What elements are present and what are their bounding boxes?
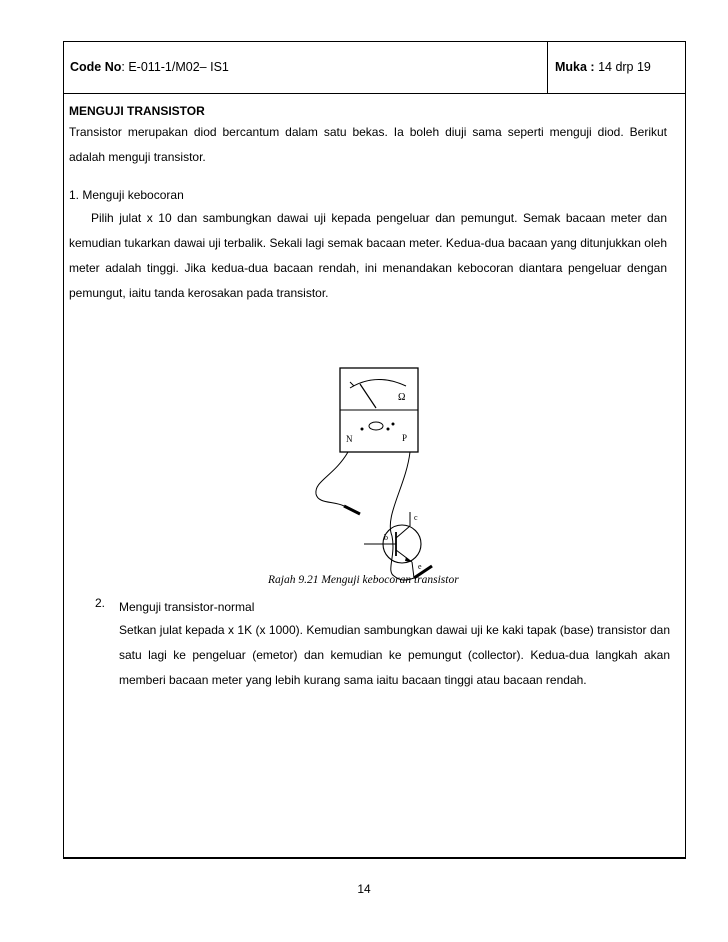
figure-caption: Rajah 9.21 Menguji kebocoran transistor (268, 574, 459, 586)
terminal-p-label: P (402, 433, 408, 443)
code-value: : E-011-1/M02– IS1 (121, 60, 229, 74)
transistor-leak-test-figure (314, 366, 554, 584)
header-divider (547, 42, 548, 93)
ohm-symbol: Ω (398, 392, 406, 403)
muka-value: 14 drp 19 (594, 60, 651, 74)
code-number (70, 60, 229, 74)
item2-heading: Menguji transistor-normal (119, 600, 255, 614)
page-indicator (555, 60, 651, 74)
page-frame (63, 41, 686, 859)
item2-paragraph: Setkan julat kepada x 1K (x 1000). Kemudian sambungkan dawai uji ke kaki tapak (base) transistor dan satu lagi ke pengeluar (emetor) dan kemudian ke pemungut (collector). Kedua-dua langkah akan memberi bacaan meter yang lebih kurang sama iaitu bacaan tinggi atau bacaan rendah. (119, 623, 670, 687)
terminal-n-label: N (346, 434, 353, 444)
item1-heading: 1. Menguji kebocoran (69, 188, 184, 202)
probe-tip-n (344, 506, 360, 514)
meter-diagram (314, 366, 554, 584)
item2-number: 2. (95, 596, 106, 610)
collector-label: c (414, 513, 418, 522)
item1-paragraph: Pilih julat x 10 dan sambungkan dawai uji kepada pengeluar dan pemungut. Semak bacaan meter dan kemudian tukarkan dawai uji terbalik. Sekali lagi semak bacaan meter. Kedua-dua bacaan yang ditunjukkan oleh meter adalah tinggi. Jika kedua-dua bacaan rendah, ini menandakan kebocoran diantara pengeluar dengan pemungut, iaitu tanda kerosakan pada transistor. (69, 211, 667, 300)
muka-label: Muka : (555, 60, 595, 74)
code-label: Code No (70, 60, 122, 74)
emitter-label: e (418, 562, 422, 571)
base-label: b (384, 533, 388, 542)
document-header (64, 42, 685, 94)
page-number: 14 (357, 882, 371, 896)
section-title: MENGUJI TRANSISTOR (69, 104, 205, 118)
content-body (69, 102, 670, 687)
intro-paragraph: Transistor merupakan diod bercantum dalam satu bekas. Ia boleh diuji sama seperti menguji diod. Berikut adalah menguji transistor. (69, 125, 667, 164)
probe-lead-n (316, 452, 348, 506)
item2 (95, 596, 670, 693)
